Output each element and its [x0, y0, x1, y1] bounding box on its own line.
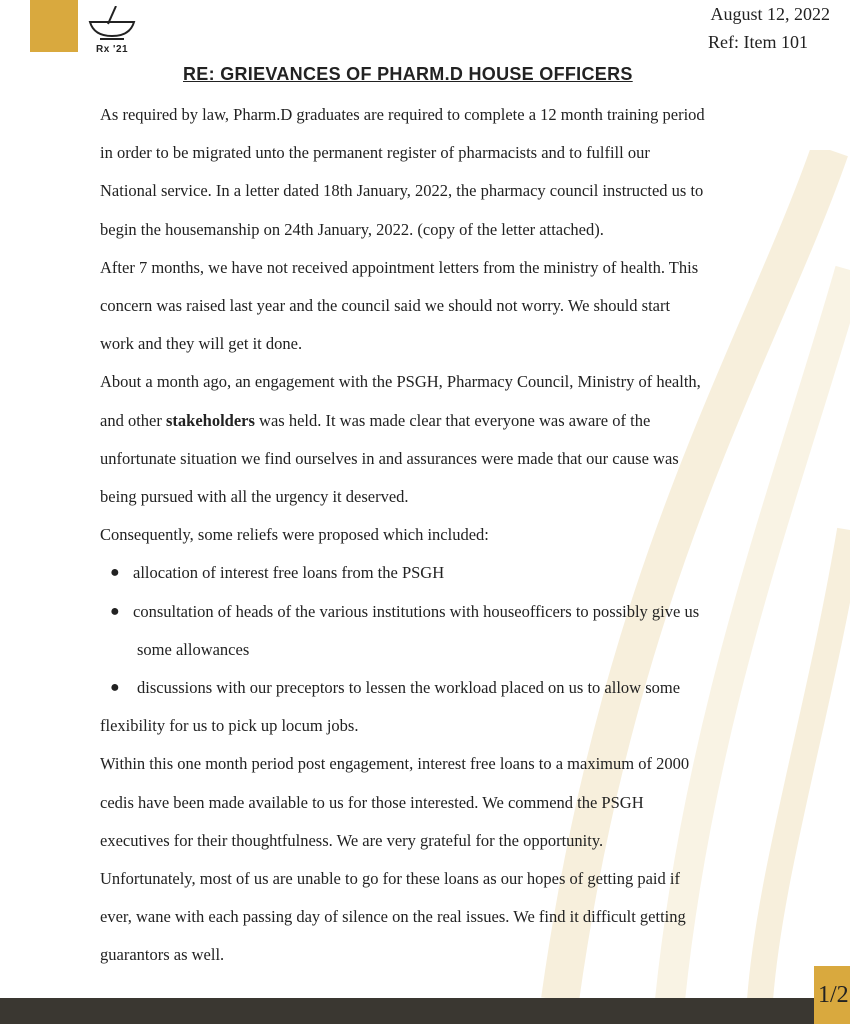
mortar-pestle-icon	[86, 6, 138, 46]
text-line: After 7 months, we have not received appointment letters from the ministry of health. This	[100, 257, 699, 277]
footer-bar	[0, 998, 850, 1024]
letter-reference: Ref: Item 101	[708, 32, 808, 52]
letter-date: August 12, 2022	[710, 4, 830, 24]
page-number: 1/2	[814, 966, 850, 1024]
text-line: and other	[100, 410, 166, 430]
text-line: was held. It was made clear that everyone was aware of the	[254, 410, 651, 430]
text-line: Unfortunately, most of us are unable to go for these loans as our hopes of getting paid if	[100, 869, 680, 889]
bold-term: stakeholders	[165, 410, 255, 430]
list-item-text: discussions with our preceptors to lessen the workload placed on us to allow some	[137, 678, 681, 698]
paragraph-4: Consequently, some reliefs were proposed which included:	[100, 525, 489, 545]
text-line: Within this one month period post engagement, interest free loans to a maximum of 2000	[100, 754, 690, 774]
paragraph-3	[100, 363, 830, 516]
list-item	[100, 669, 830, 745]
text-line: About a month ago, an engagement with the PSGH, Pharmacy Council, Ministry of health,	[100, 372, 701, 392]
pharmacy-logo	[86, 6, 138, 58]
text-line: cedis have been made available to us for those interested. We commend the PSGH	[100, 792, 644, 812]
text-line: being pursued with all the urgency it deserved.	[100, 487, 409, 507]
list-item-text: allocation of interest free loans from the PSGH	[133, 563, 445, 583]
reliefs-list	[100, 554, 830, 745]
text-line: work and they will get it done.	[100, 334, 303, 354]
header-gold-block	[30, 0, 78, 52]
paragraph-6	[100, 860, 830, 975]
bullet-icon: ●	[110, 564, 120, 582]
list-item	[100, 593, 830, 669]
bullet-icon: ●	[110, 602, 120, 620]
text-line: in order to be migrated unto the permanent register of pharmacists and to fulfill our	[100, 143, 650, 163]
list-item-text: some allowances	[137, 639, 250, 659]
letter-body	[100, 96, 830, 975]
paragraph-5	[100, 745, 830, 860]
text-line: concern was raised last year and the council said we should not worry. We should start	[100, 296, 671, 316]
logo-text: Rx '21	[96, 44, 129, 55]
paragraph-2	[100, 249, 830, 364]
list-item	[100, 554, 830, 592]
list-item-text: consultation of heads of the various institutions with houseofficers to possibly give us	[133, 601, 700, 621]
list-item-text: flexibility for us to pick up locum jobs.	[100, 716, 359, 736]
text-line: ever, wane with each passing day of silence on the real issues. We find it difficult getting	[100, 907, 686, 927]
text-line: guarantors as well.	[100, 945, 225, 965]
text-line: National service. In a letter dated 18th January, 2022, the pharmacy council instructed us to	[100, 181, 704, 201]
paragraph-1	[100, 96, 830, 249]
letter-subject: RE: GRIEVANCES OF PHARM.D HOUSE OFFICERS	[183, 64, 633, 84]
text-line: unfortunate situation we find ourselves in and assurances were made that our cause was	[100, 448, 679, 468]
bullet-icon: ●	[110, 679, 120, 697]
text-line: As required by law, Pharm.D graduates are required to complete a 12 month training period	[100, 105, 705, 124]
text-line: begin the housemanship on 24th January, 2022. (copy of the letter attached).	[100, 219, 604, 239]
text-line: executives for their thoughtfulness. We are very grateful for the opportunity.	[100, 830, 604, 850]
